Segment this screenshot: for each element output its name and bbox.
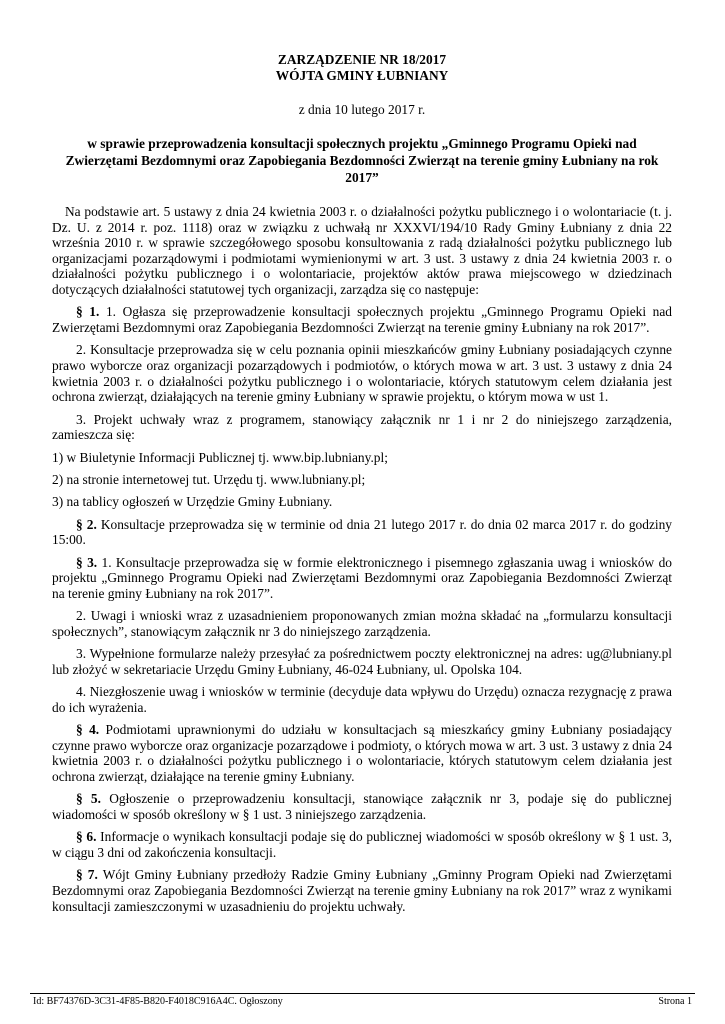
section-1-paragraph-2: 2. Konsultacje przeprowadza się w celu poznania opinii mieszkańców gminy Łubniany posiadających czynne prawo wyborcze oraz organizacji pozarządowych i podmiotów, o których mowa w art. 3 ust. 3 ustawy z dnia 24 kwietnia 2003 r. o działalności pożytku publicznego i o wolontariacie, których statutowym celem działania jest ochrona zwierząt, działających na terenie gminy Łubniany w sprawie projektu, o którym mowa w ust 1. xyxy=(52,342,672,405)
section-1-text: 1. Ogłasza się przeprowadzenie konsultacji społecznych projektu „Gminnego Programu Opieki nad Zwierzętami Bezdomnymi oraz Zapobiegania Bezdomności Zwierząt na terenie gminy Łubniany na rok 2017”. xyxy=(52,304,672,335)
legal-basis-paragraph: Na podstawie art. 5 ustawy z dnia 24 kwietnia 2003 r. o działalności pożytku publicznego i o wolontariacie (t. j. Dz. U. z 2014 r. poz. 1118) oraz w związku z uchwałą nr XXXVI/194/10 Rady Gminy Łubniany z dnia 22 września 2010 r. w sprawie szczegółowego sposobu konsultowania z radą działalności pożytku publicznego lub organizacjami pozarządowymi i podmiotami wymienionymi w art. 3 ust. 3 ustawy z dnia 24 kwietnia 2003 r. o działalności pożytku publicznego i o wolontariacie, projektów aktów prawa miejscowego w dziedzinach dotyczących działalności statutowej tych organizacji, zarządza się co następuje: xyxy=(52,204,672,297)
section-6-text: Informacje o wynikach konsultacji podaje się do publicznej wiadomości w sposób określony w § 1 ust. 3, w ciągu 3 dni od zakończenia konsultacji. xyxy=(52,829,672,860)
section-4-text: Podmiotami uprawnionymi do udziału w konsultacjach są mieszkańcy gminy Łubniany posiadający czynne prawo wyborcze oraz organizacje pozarządowe i podmioty, o których mowa w art. 3 ust. 3 ustawy z dnia 24 kwietnia 2003 r. o działalności pożytku publicznego i o wolontariacie, których statutowym celem działania jest ochrona zwierząt, działające na terenie gminy Łubniany. xyxy=(52,722,672,784)
section-3-paragraph-2: 2. Uwagi i wnioski wraz z uzasadnieniem proponowanych zmian można składać na „formularzu konsultacji społecznych”, stanowiącym załącznik nr 3 do niniejszego zarządzenia. xyxy=(52,608,672,639)
section-5-label: § 5. xyxy=(76,791,101,807)
section-3-paragraph-3: 3. Wypełnione formularze należy przesyłać za pośrednictwem poczty elektronicznej na adres: ug@lubniany.pl lub złożyć w sekretariacie Urzędu Gminy Łubniany, 46-024 Łubniany, ul. Opolska 104. xyxy=(52,646,672,677)
section-2-text: Konsultacje przeprowadza się w terminie od dnia 21 lutego 2017 r. do dnia 02 marca 2017 r. do godziny 15:00. xyxy=(52,516,673,548)
section-2-paragraph xyxy=(52,517,672,548)
section-6-paragraph xyxy=(52,829,672,860)
section-1-label: § 1. xyxy=(76,304,100,320)
page-number: Strona 1 xyxy=(658,996,692,1007)
section-4-label: § 4. xyxy=(76,722,100,738)
list-item-3: 3) na tablicy ogłoszeń w Urzędzie Gminy Łubniany. xyxy=(52,494,333,510)
section-1-paragraph-3: 3. Projekt uchwały wraz z programem, stanowiący załącznik nr 1 i nr 2 do niniejszego zarządzenia, zamieszcza się: xyxy=(52,411,672,443)
section-7-text: Wójt Gminy Łubniany przedłoży Radzie Gminy Łubniany „Gminny Program Opieki nad Zwierzętami Bezdomnymi oraz Zapobiegania Bezdomności Zwierząt na terenie gminy Łubniany na rok 2017” wraz z wynikami konsultacji zamieszczonymi w uzasadnieniu do projektu uchwały. xyxy=(52,867,672,914)
section-3-text: 1. Konsultacje przeprowadza się w formie elektronicznego i pisemnego zgłaszania uwag i wniosków do projektu „Gminnego Programu Opieki nad Zwierzętami Bezdomnymi oraz Zapobiegania Bezdomności Zwierząt na terenie gminy Łubniany na rok 2017”. xyxy=(52,554,672,601)
list-item-2: 2) na stronie internetowej tut. Urzędu tj. www.lubniany.pl; xyxy=(52,471,366,487)
list-item-1: 1) w Biuletynie Informacji Publicznej tj. www.bip.lubniany.pl; xyxy=(52,449,388,465)
section-5-text: Ogłoszenie o przeprowadzeniu konsultacji, stanowiące załącznik nr 3, podaje się do publicznej wiadomości w sposób określony w § 1 ust. 3 niniejszego zarządzenia. xyxy=(52,791,673,822)
document-date: z dnia 10 lutego 2017 r. xyxy=(298,102,426,117)
section-1-paragraph-1 xyxy=(52,304,672,335)
title-line-2: WÓJTA GMINY ŁUBNIANY xyxy=(275,67,449,83)
document-id: Id: BF74376D-3C31-4F85-B820-F4018C916A4C. Ogłoszony xyxy=(33,996,283,1007)
section-5-paragraph xyxy=(52,791,672,822)
section-6-label: § 6. xyxy=(76,829,97,845)
section-3-label: § 3. xyxy=(76,554,98,570)
section-7-paragraph xyxy=(52,867,672,914)
document-subject: w sprawie przeprowadzenia konsultacji społecznych projektu „Gminnego Programu Opieki nad Zwierzętami Bezdomnymi oraz Zapobiegania Bezdomności Zwierząt na terenie gminy Łubniany na rok 2017” xyxy=(65,136,659,185)
section-2-label: § 2. xyxy=(76,516,97,532)
title-line-1: ZARZĄDZENIE NR 18/2017 xyxy=(277,52,447,67)
section-7-label: § 7. xyxy=(76,867,98,883)
document-title xyxy=(52,52,672,83)
section-4-paragraph xyxy=(52,722,672,784)
document-page xyxy=(52,52,672,921)
document-body xyxy=(52,204,672,914)
section-3-paragraph-1 xyxy=(52,555,672,602)
page-footer xyxy=(33,996,692,1008)
section-3-paragraph-4: 4. Niezgłoszenie uwag i wniosków w terminie (decyduje data wpływu do Urzędu) oznacza rezygnację z prawa do ich wyrażenia. xyxy=(52,684,672,715)
footer-divider xyxy=(30,993,695,994)
